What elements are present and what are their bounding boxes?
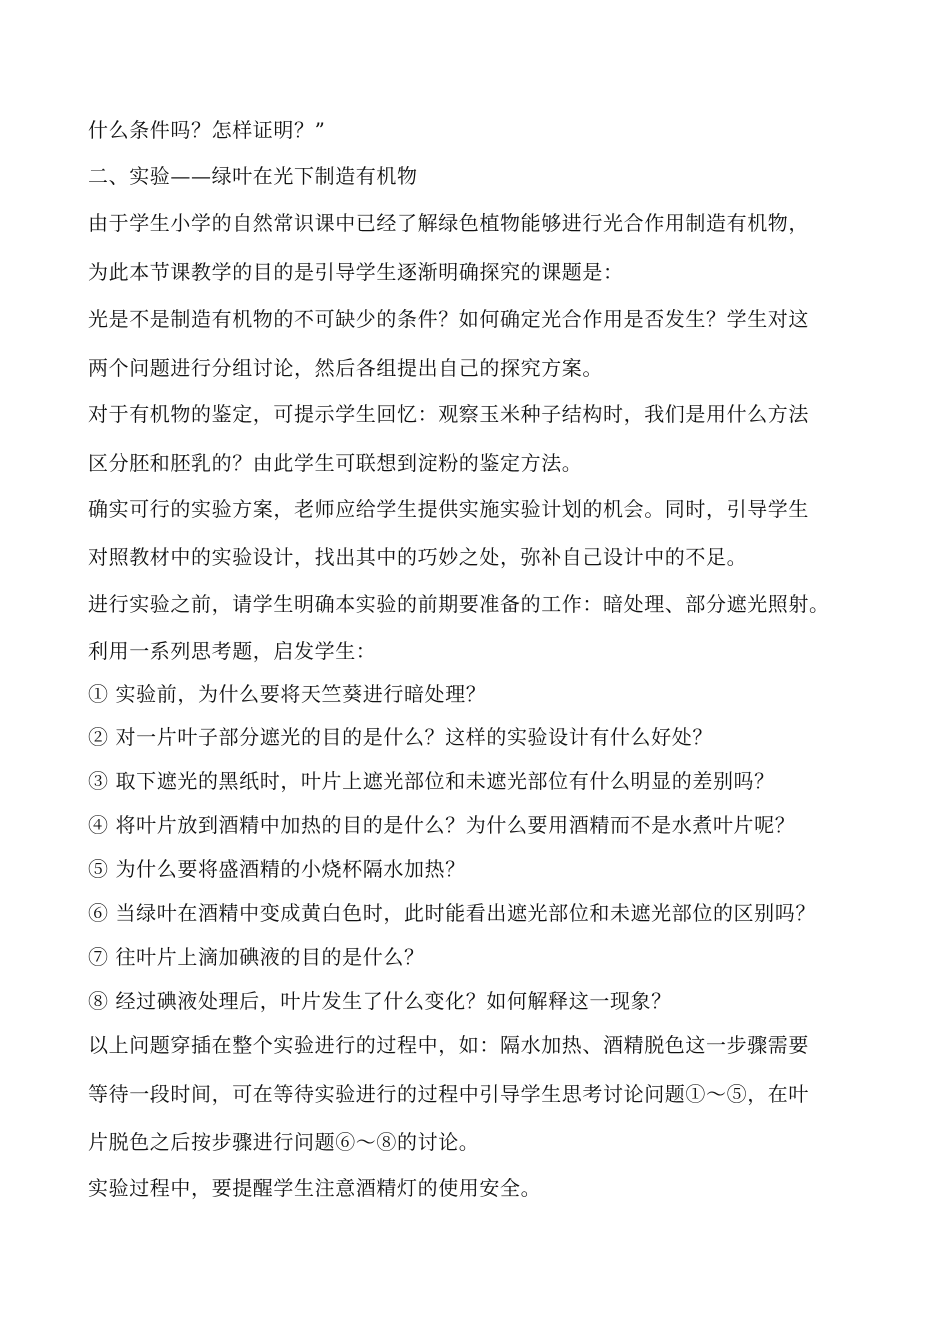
question-item-1: ① 实验前，为什么要将天竺葵进行暗处理？ (88, 682, 487, 706)
question-item-2: ② 对一片叶子部分遮光的目的是什么？这样的实验设计有什么好处？ (88, 725, 713, 749)
question-item-5: ⑤ 为什么要将盛酒精的小烧杯隔水加热？ (88, 857, 466, 881)
question-item-6: ⑥ 当绿叶在酒精中变成黄白色时，此时能看出遮光部位和未遮光部位的区别吗？ (88, 901, 816, 925)
paragraph-line: 利用一系列思考题，启发学生： (88, 639, 377, 663)
paragraph-line: 为此本节课教学的目的是引导学生逐渐明确探究的课题是： (88, 260, 624, 284)
paragraph-line: 片脱色之后按步骤进行问题⑥～⑧的讨论。 (88, 1130, 480, 1154)
question-item-7: ⑦ 往叶片上滴加碘液的目的是什么？ (88, 945, 425, 969)
paragraph-line: 以上问题穿插在整个实验进行的过程中，如：隔水加热、酒精脱色这一步骤需要 (88, 1033, 809, 1057)
paragraph-line: 等待一段时间，可在等待实验进行的过程中引导学生思考讨论问题①～⑤，在叶 (88, 1082, 809, 1106)
paragraph-line: 由于学生小学的自然常识课中已经了解绿色植物能够进行光合作用制造有机物， (88, 211, 809, 235)
section-heading: 二、实验——绿叶在光下制造有机物 (88, 164, 418, 188)
text-line-continuation: 什么条件吗？怎样证明？” (88, 118, 326, 142)
question-item-3: ③ 取下遮光的黑纸时，叶片上遮光部位和未遮光部位有什么明显的差别吗？ (88, 769, 775, 793)
question-item-8: ⑧ 经过碘液处理后，叶片发生了什么变化？如何解释这一现象？ (88, 989, 672, 1013)
paragraph-line: 进行实验之前，请学生明确本实验的前期要准备的工作：暗处理、部分遮光照射。 (88, 592, 830, 616)
paragraph-line: 对于有机物的鉴定，可提示学生回忆：观察玉米种子结构时，我们是用什么方法 (88, 402, 809, 426)
question-item-4: ④ 将叶片放到酒精中加热的目的是什么？为什么要用酒精而不是水煮叶片呢？ (88, 813, 796, 837)
paragraph-line: 对照教材中的实验设计，找出其中的巧妙之处，弥补自己设计中的不足。 (88, 545, 748, 569)
paragraph-line: 实验过程中，要提醒学生注意酒精灯的使用安全。 (88, 1176, 542, 1200)
paragraph-line: 两个问题进行分组讨论，然后各组提出自己的探究方案。 (88, 356, 603, 380)
paragraph-line: 区分胚和胚乳的？由此学生可联想到淀粉的鉴定方法。 (88, 451, 583, 475)
paragraph-line: 光是不是制造有机物的不可缺少的条件？如何确定光合作用是否发生？学生对这 (88, 307, 809, 331)
paragraph-line: 确实可行的实验方案，老师应给学生提供实施实验计划的机会。同时，引导学生 (88, 497, 809, 521)
